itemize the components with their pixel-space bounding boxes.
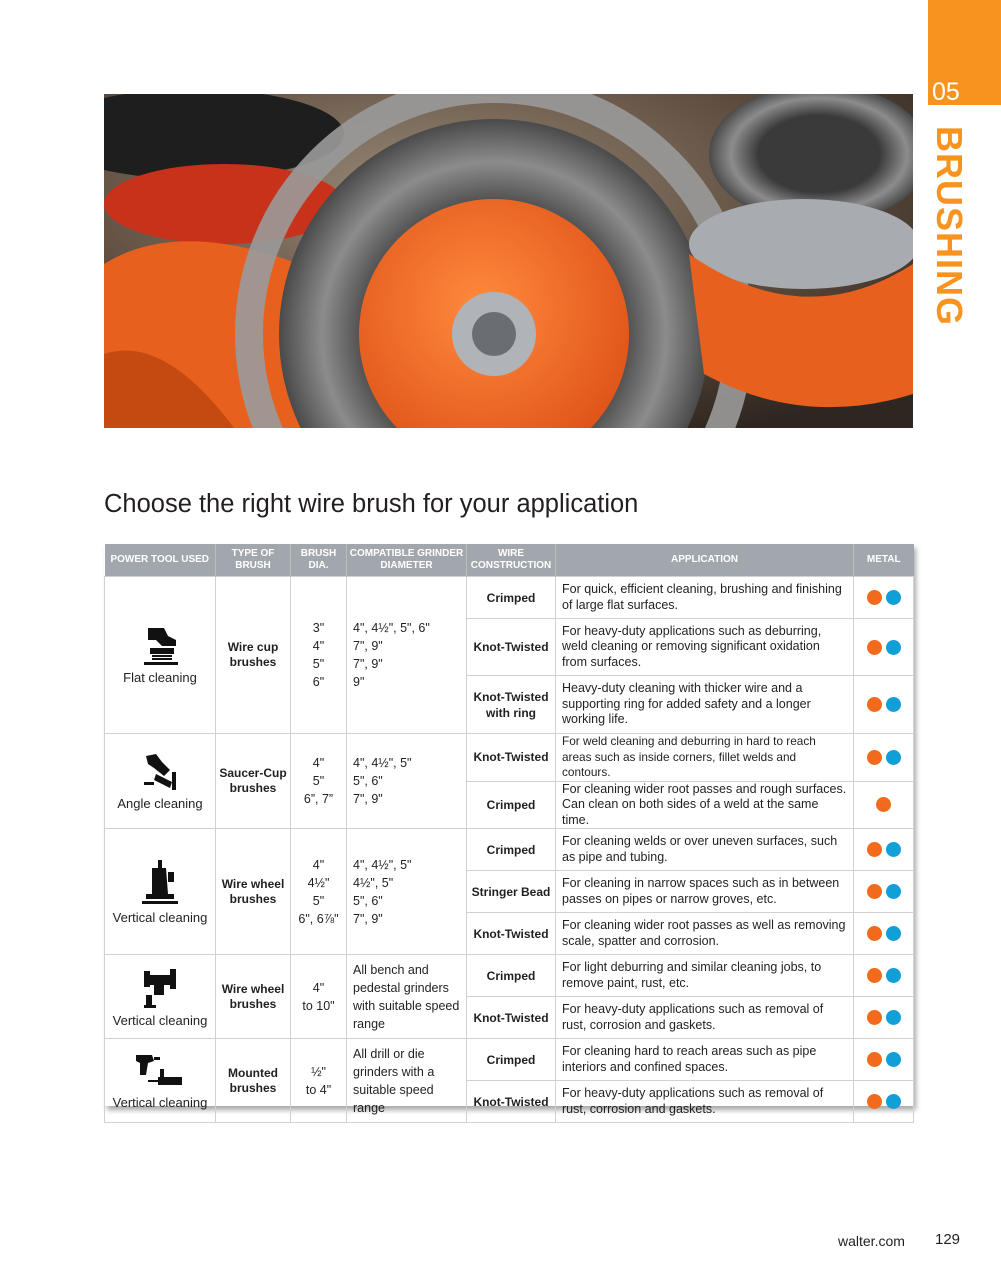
wire-construction: Crimped [467, 577, 556, 619]
metal-indicator [854, 577, 914, 619]
steel-dot-icon [867, 968, 882, 983]
stainless-dot-icon [886, 968, 901, 983]
application-text: For heavy-duty applications such as removal of rust, corrosion and gaskets. [556, 1081, 854, 1123]
metal-indicator [854, 676, 914, 734]
tool-label: Flat cleaning [123, 669, 197, 685]
application-text: For cleaning welds or over uneven surfaces, such as pipe and tubing. [556, 829, 854, 871]
section-number: 05 [932, 78, 960, 106]
tool-label: Angle cleaning [117, 795, 203, 811]
application-text: For heavy-duty applications such as deburring, weld cleaning or removing significant oxidation from surfaces. [556, 619, 854, 676]
tool-label: Vertical cleaning [112, 1013, 208, 1028]
stainless-dot-icon [886, 750, 901, 765]
tool-cell [105, 734, 216, 829]
grinder-diameter: All bench and pedestal grinders with suitable speed range [347, 955, 467, 1039]
tool-cell [105, 829, 216, 955]
tool-label: Vertical cleaning [112, 1095, 208, 1110]
stainless-dot-icon [886, 884, 901, 899]
steel-dot-icon [867, 1094, 882, 1109]
steel-dot-icon [867, 697, 882, 712]
stainless-dot-icon [886, 640, 901, 655]
wire-construction: Knot-Twisted [467, 1081, 556, 1123]
application-text: For cleaning hard to reach areas such as pipe interiors and confined spaces. [556, 1039, 854, 1081]
header-power-tool: POWER TOOL USED [105, 544, 216, 577]
wire-construction: Crimped [467, 829, 556, 871]
table-row [105, 734, 914, 782]
table-row [105, 955, 914, 997]
wire-construction: Knot-Twisted [467, 997, 556, 1039]
application-text: For heavy-duty applications such as removal of rust, corrosion and gaskets. [556, 997, 854, 1039]
stainless-dot-icon [886, 590, 901, 605]
steel-dot-icon [876, 797, 891, 812]
metal-indicator [854, 871, 914, 913]
grinder-diameter: 4", 4½", 5", 6" 7", 9" 7", 9" 9" [347, 577, 467, 734]
stainless-dot-icon [886, 697, 901, 712]
application-text: For cleaning in narrow spaces such as in between passes on pipes or narrow groves, etc. [556, 871, 854, 913]
brush-selection-table [104, 544, 913, 1116]
page-number: 129 [935, 1231, 961, 1248]
brush-diameter: 4" to 10" [291, 955, 347, 1039]
drill-icon [134, 1051, 186, 1091]
steel-dot-icon [867, 590, 882, 605]
application-text: Heavy-duty cleaning with thicker wire and a supporting ring for added safety and a longer working life. [556, 676, 854, 734]
metal-indicator [854, 1081, 914, 1123]
table-row [105, 829, 914, 871]
application-text: For light deburring and similar cleaning jobs, to remove paint, rust, etc. [556, 955, 854, 997]
steel-dot-icon [867, 884, 882, 899]
wire-construction: Knot-Twisted [467, 619, 556, 676]
application-text: For weld cleaning and deburring in hard to reach areas such as inside corners, fillet welds and contours. [556, 734, 854, 782]
wire-construction: Knot-Twisted [467, 913, 556, 955]
stainless-dot-icon [886, 1010, 901, 1025]
metal-indicator [854, 997, 914, 1039]
steel-dot-icon [867, 926, 882, 941]
header-brush-dia: BRUSH DIA. [291, 544, 347, 577]
grinder-diameter: All drill or die grinders with a suitable speed range [347, 1039, 467, 1123]
metal-indicator [854, 781, 914, 829]
wire-construction: Knot-Twisted [467, 734, 556, 782]
tool-label: Vertical cleaning [112, 910, 208, 925]
stainless-dot-icon [886, 842, 901, 857]
header-type-of-brush: TYPE OF BRUSH [216, 544, 291, 577]
steel-dot-icon [867, 1010, 882, 1025]
hero-photo [104, 94, 913, 428]
stainless-dot-icon [886, 1094, 901, 1109]
brush-diameter: ½" to 4" [291, 1039, 347, 1123]
metal-indicator [854, 1039, 914, 1081]
angle-grinder-icon [142, 752, 178, 792]
brush-diameter: 4" 4½" 5" 6", 6⅞" [291, 829, 347, 955]
header-metal: METAL [854, 544, 914, 577]
header-application: APPLICATION [556, 544, 854, 577]
metal-indicator [854, 734, 914, 782]
brush-diameter: 3" 4" 5" 6" [291, 577, 347, 734]
flat-grinder-icon [142, 626, 178, 666]
tool-cell [105, 955, 216, 1039]
wire-construction: Crimped [467, 1039, 556, 1081]
page-heading: Choose the right wire brush for your application [104, 490, 639, 518]
stainless-dot-icon [886, 926, 901, 941]
steel-dot-icon [867, 640, 882, 655]
application-text: For quick, efficient cleaning, brushing and finishing of large flat surfaces. [556, 577, 854, 619]
bench-grinder-icon [142, 965, 178, 1009]
table-row [105, 1039, 914, 1081]
metal-indicator [854, 619, 914, 676]
tool-cell [105, 577, 216, 734]
brush-type: Wire cup brushes [216, 577, 291, 734]
stainless-dot-icon [886, 1052, 901, 1067]
wire-construction: Knot-Twisted with ring [467, 676, 556, 734]
brush-type: Wire wheel brushes [216, 829, 291, 955]
grinder-diameter: 4", 4½", 5" 5", 6" 7", 9" [347, 734, 467, 829]
table-row [105, 577, 914, 619]
steel-dot-icon [867, 1052, 882, 1067]
brush-type: Wire wheel brushes [216, 955, 291, 1039]
table-header-row [105, 544, 914, 577]
application-text: For cleaning wider root passes and rough surfaces. Can clean on both sides of a weld at the same time. [556, 781, 854, 829]
tool-cell [105, 1039, 216, 1123]
grinder-diameter: 4", 4½", 5" 4½", 5" 5", 6" 7", 9" [347, 829, 467, 955]
wire-construction: Crimped [467, 955, 556, 997]
brush-type: Mounted brushes [216, 1039, 291, 1123]
metal-indicator [854, 829, 914, 871]
header-compatible-grinder: COMPATIBLE GRINDER DIAMETER [347, 544, 467, 577]
wire-construction: Crimped [467, 781, 556, 829]
wire-brushes-illustration [104, 94, 913, 428]
steel-dot-icon [867, 750, 882, 765]
metal-indicator [854, 955, 914, 997]
vertical-grinder-icon [142, 858, 178, 906]
footer-url[interactable]: walter.com [838, 1233, 905, 1249]
brush-type: Saucer-Cup brushes [216, 734, 291, 829]
wire-construction: Stringer Bead [467, 871, 556, 913]
steel-dot-icon [867, 842, 882, 857]
section-title: BRUSHING [929, 126, 970, 327]
header-wire-construction: WIRE CONSTRUCTION [467, 544, 556, 577]
metal-indicator [854, 913, 914, 955]
application-text: For cleaning wider root passes as well as removing scale, spatter and corrosion. [556, 913, 854, 955]
brush-diameter: 4" 5" 6”, 7” [291, 734, 347, 829]
